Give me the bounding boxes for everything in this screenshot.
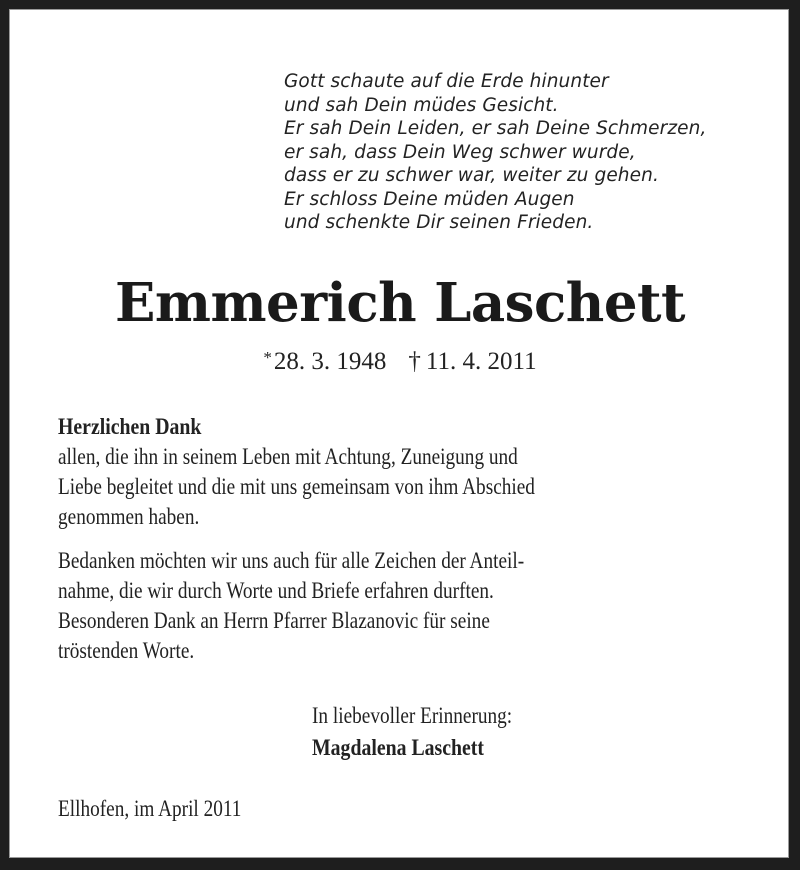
death-cross-icon: † — [408, 348, 421, 375]
text-line: allen, die ihn in seinem Leben mit Achtung, Zuneigung und — [58, 444, 518, 469]
thanks-paragraph-2 — [58, 546, 758, 666]
thanks-paragraph-1 — [58, 412, 758, 532]
signature-name — [312, 733, 512, 763]
text-line: genommen haben. — [58, 504, 200, 529]
thanks-heading: Herzlichen Dank — [58, 414, 202, 439]
signature-intro — [312, 701, 551, 731]
poem-line: und sah Dein müdes Gesicht. — [284, 94, 559, 116]
place-date-text: Ellhofen, im April 2011 — [58, 796, 242, 821]
poem-line: dass er zu schwer war, weiter zu gehen. — [284, 165, 659, 186]
text-line: Liebe begleitet und die mit uns gemeinsam von ihm Abschied — [58, 474, 535, 499]
life-dates — [0, 342, 800, 378]
signature-name-text: Magdalena Laschett — [312, 735, 484, 760]
text-line: nahme, die wir durch Worte und Briefe erfahren durften. — [58, 578, 494, 603]
birth-star-icon: * — [263, 348, 272, 367]
poem-line: und schenkte Dir seinen Frieden. — [284, 212, 594, 233]
text-line: Bedanken möchten wir uns auch für alle Zeichen der Anteil- — [58, 548, 525, 573]
signature-intro-text: In liebevoller Erinnerung: — [312, 703, 513, 728]
place-date — [58, 794, 277, 824]
birth-date: 28. 3. 1948 — [273, 348, 387, 375]
poem-line: er sah, dass Dein Weg schwer wurde, — [284, 141, 636, 163]
poem-line: Gott schaute auf die Erde hinunter — [284, 71, 609, 92]
text-line: Besonderen Dank an Herrn Pfarrer Blazanovic für seine — [58, 608, 490, 633]
text-line: tröstenden Worte. — [58, 638, 195, 663]
poem-line: Er sah Dein Leiden, er sah Deine Schmerzen, — [284, 118, 707, 139]
poem-line: Er schloss Deine müden Augen — [284, 188, 575, 210]
memorial-poem — [284, 70, 706, 235]
death-date: 11. 4. 2011 — [425, 348, 537, 375]
deceased-name: Emmerich Laschett — [114, 272, 686, 334]
